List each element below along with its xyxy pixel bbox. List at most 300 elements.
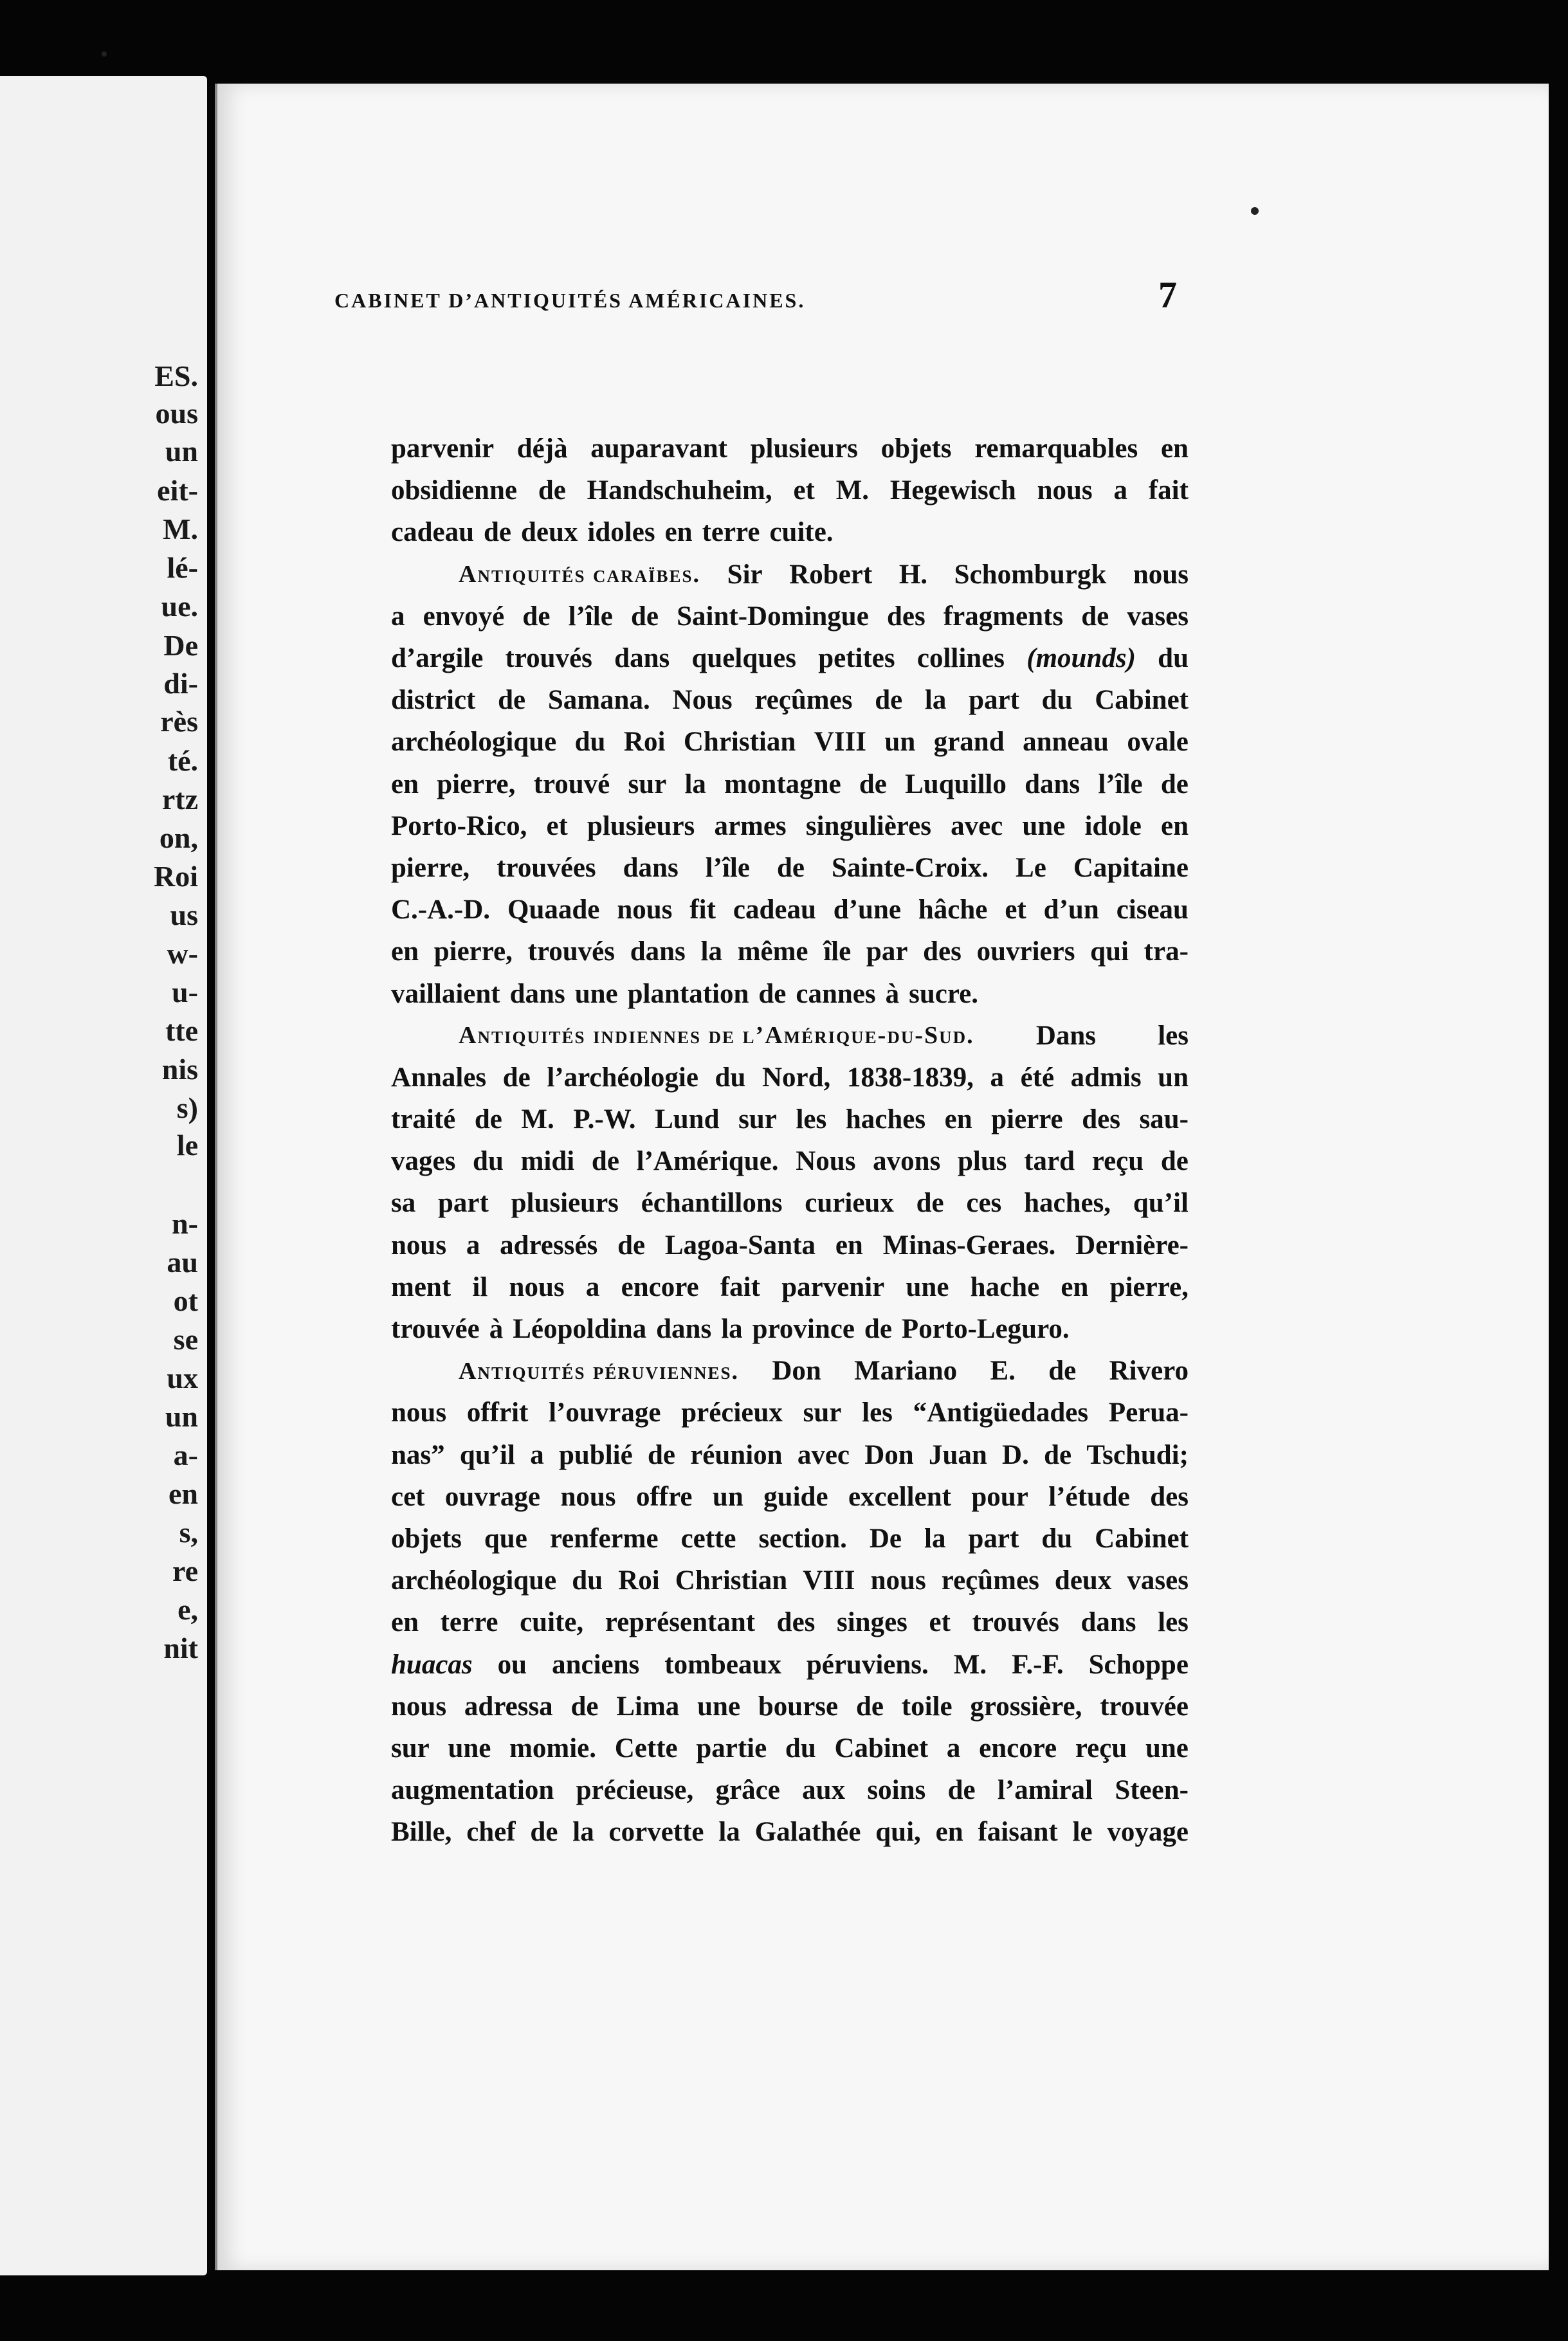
left-page-fragment: on,: [159, 821, 198, 854]
left-page-fragment: ot: [173, 1284, 198, 1317]
word: vases: [1127, 1565, 1189, 1596]
word: part: [438, 1188, 489, 1219]
word: une: [697, 1691, 741, 1722]
text-line: [391, 805, 1189, 847]
word: du: [1041, 1523, 1073, 1554]
word: soins: [867, 1775, 926, 1806]
word: haches,: [1024, 1188, 1111, 1219]
word: tombeaux: [664, 1649, 781, 1680]
word: avons: [873, 1146, 941, 1177]
text-line: [391, 972, 1189, 1014]
word: hache: [970, 1271, 1040, 1302]
word: dans: [630, 936, 686, 967]
left-page-fragment: nit: [163, 1632, 198, 1664]
word: du: [572, 1565, 603, 1596]
word: de: [630, 601, 659, 632]
text-line: [391, 596, 1189, 637]
left-page-fragment: un: [165, 435, 198, 468]
word: Rivero: [1109, 1356, 1189, 1387]
word: de: [855, 1691, 884, 1722]
word: nas”: [391, 1439, 445, 1470]
text-line: [391, 1643, 1189, 1685]
word: Minas-Geraes.: [882, 1230, 1056, 1261]
word: l’étude: [1048, 1481, 1130, 1512]
word: envoyé: [423, 601, 505, 632]
word: les: [796, 1104, 827, 1135]
page-number: 7: [1158, 274, 1177, 316]
text-line: [391, 637, 1189, 679]
facing-page-edge: [0, 76, 207, 2275]
word: trouvées: [497, 852, 596, 883]
left-page-fragment: rès: [160, 705, 198, 738]
word: reçu: [1091, 1146, 1144, 1177]
section-heading: Antiquités caraïbes.: [459, 561, 701, 588]
word: VIII: [814, 727, 866, 758]
word: nous: [1037, 475, 1093, 506]
word: plus: [958, 1146, 1007, 1177]
word: de: [484, 517, 511, 548]
word: et: [546, 810, 568, 841]
text-line: [391, 1350, 1189, 1392]
word: archéologique: [391, 1565, 557, 1596]
word: Dernière-: [1075, 1230, 1189, 1261]
word: Sir: [727, 559, 763, 590]
word: des: [776, 1607, 816, 1638]
text-line: [391, 1560, 1189, 1601]
word: Christian: [675, 1565, 788, 1596]
word: par: [866, 936, 908, 967]
word: grâce: [715, 1775, 780, 1806]
word: nous: [391, 1230, 447, 1261]
word: Schomburgk: [954, 559, 1107, 590]
word: de: [474, 1104, 502, 1135]
word: hâche: [918, 895, 988, 925]
word: objets: [391, 1523, 462, 1554]
word: momie.: [509, 1733, 597, 1763]
word: Luquillo: [905, 769, 1007, 799]
word: de: [859, 769, 887, 799]
word: l’île: [1098, 769, 1143, 799]
word: encore: [979, 1733, 1057, 1763]
word: de: [522, 601, 551, 632]
word: déjà: [516, 433, 568, 464]
word: toile: [901, 1691, 953, 1722]
word: trouvés: [505, 643, 592, 674]
word: montagne: [724, 769, 841, 799]
word: en: [391, 1607, 419, 1638]
word: De: [869, 1523, 902, 1554]
word: Perua-: [1108, 1398, 1189, 1428]
word: singes: [836, 1607, 907, 1638]
left-page-fragment: Roi: [154, 860, 198, 893]
word: parvenir: [391, 433, 495, 464]
word: adressés: [500, 1230, 598, 1261]
word: cet: [391, 1481, 425, 1512]
text-line: [391, 554, 1189, 596]
word: nous: [509, 1271, 565, 1302]
word: obsidienne: [391, 475, 517, 506]
word: à: [489, 1314, 504, 1345]
word: île: [823, 936, 852, 967]
word: des: [1082, 1104, 1120, 1135]
word: ouvrage: [444, 1481, 541, 1512]
word: la: [924, 1523, 946, 1554]
word: de: [1160, 1146, 1189, 1177]
word: l’île: [705, 852, 750, 883]
word: cuite,: [520, 1607, 584, 1638]
word: en: [391, 769, 419, 799]
left-page-fragment: ES.: [154, 360, 198, 392]
word: et: [929, 1607, 951, 1638]
word: collines: [916, 643, 1005, 674]
word: (mounds): [1026, 643, 1136, 674]
text-line: [391, 1098, 1189, 1140]
word: de: [947, 1775, 976, 1806]
word: d’un: [1043, 895, 1099, 925]
word: une: [448, 1733, 491, 1763]
text-line: [391, 428, 1189, 469]
word: Cette: [614, 1733, 678, 1763]
word: Lund: [655, 1104, 720, 1135]
word: sur: [391, 1733, 430, 1763]
word: reçu: [1075, 1733, 1127, 1763]
word: Cabinet: [1095, 685, 1189, 716]
word: l’archéologie: [547, 1062, 698, 1093]
text-line: [391, 1308, 1189, 1350]
left-page-fragment: lé-: [167, 551, 198, 584]
word: curieux: [805, 1188, 894, 1219]
word: deux: [1054, 1565, 1112, 1596]
word: auparavant: [590, 433, 727, 464]
word: été: [1020, 1062, 1055, 1093]
word: archéologique: [391, 727, 557, 758]
word: même: [737, 936, 808, 967]
text-line: [391, 1727, 1189, 1769]
word: anneau: [1023, 727, 1109, 758]
text-line: [391, 847, 1189, 889]
word: la: [572, 1817, 594, 1848]
word: guide: [763, 1481, 828, 1512]
text-line: [391, 1182, 1189, 1224]
word: pierre,: [1109, 1271, 1189, 1302]
word: Quaade: [507, 895, 600, 925]
left-page-fragment: a-: [173, 1439, 198, 1471]
word: trouvée: [1100, 1691, 1189, 1722]
word: Don: [772, 1356, 821, 1387]
word: Schoppe: [1088, 1649, 1189, 1680]
text-line: [391, 679, 1189, 721]
word: fit: [689, 895, 716, 925]
word: cuite.: [769, 517, 834, 548]
left-page-fragment: nis: [161, 1053, 198, 1086]
word: Roi: [623, 727, 666, 758]
word: en: [1061, 1271, 1089, 1302]
word: Lagoa-Santa: [664, 1230, 816, 1261]
word: les: [862, 1398, 893, 1428]
word: a: [990, 1062, 1004, 1093]
word: d’argile: [391, 643, 484, 674]
word: vages: [391, 1146, 456, 1177]
word: partie: [696, 1733, 767, 1763]
word: en: [664, 517, 693, 548]
word: offrit: [466, 1398, 529, 1428]
word: 1838-1839,: [846, 1062, 974, 1093]
word: ovale: [1127, 727, 1189, 758]
word: une: [1145, 1733, 1189, 1763]
word: fragments: [943, 601, 1064, 632]
word: en: [1160, 433, 1189, 464]
word: Léopoldina: [513, 1314, 647, 1345]
word: précieux: [681, 1398, 783, 1428]
word: augmentation: [391, 1775, 554, 1806]
word: remarquables: [974, 433, 1138, 464]
word: trouvés: [972, 1607, 1059, 1638]
word: plantation: [627, 978, 749, 1009]
word: pierre,: [391, 852, 470, 883]
word: plusieurs: [511, 1188, 619, 1219]
word: Nous: [672, 685, 733, 716]
word: grand: [933, 727, 1005, 758]
word: Nous: [796, 1146, 856, 1177]
text-line: [391, 1434, 1189, 1476]
word: qui: [1090, 936, 1129, 967]
word: tra-: [1144, 936, 1189, 967]
section-heading: Antiquités indiennes de l’Amérique-du-Sud.: [459, 1022, 974, 1050]
word: de: [758, 978, 787, 1009]
word: Don: [864, 1439, 914, 1470]
word: ou: [497, 1649, 527, 1680]
word: M.: [953, 1649, 987, 1680]
word: vaillaient: [391, 978, 500, 1009]
word: Porto-Leguro.: [901, 1314, 1070, 1345]
word: admis: [1070, 1062, 1142, 1093]
word: midi: [520, 1146, 575, 1177]
word: une: [906, 1271, 949, 1302]
word: pour: [971, 1481, 1028, 1512]
word: petites: [818, 643, 895, 674]
left-page-fragment: n-: [172, 1207, 198, 1240]
word: de: [1048, 1356, 1077, 1387]
word: fait: [1148, 475, 1189, 506]
left-page-fragment: s): [176, 1091, 198, 1124]
body-text: [391, 428, 1189, 1853]
word: dans: [656, 1314, 712, 1345]
word: qu’il: [1133, 1188, 1189, 1219]
word: reçûmes: [754, 685, 853, 716]
word: des: [1150, 1481, 1189, 1512]
left-page-fragment: tte: [165, 1014, 198, 1047]
word: du: [1158, 643, 1189, 674]
word: la: [718, 1817, 740, 1848]
word: avec: [951, 810, 1003, 841]
word: de: [1044, 1439, 1072, 1470]
word: en: [835, 1230, 863, 1261]
text-line: [391, 1476, 1189, 1518]
word: section.: [758, 1523, 847, 1554]
section-heading: Antiquités péruviennes.: [459, 1357, 740, 1385]
word: corvette: [608, 1817, 704, 1848]
word: a: [585, 1271, 600, 1302]
word: a: [1113, 475, 1128, 506]
text-line: [391, 511, 1189, 553]
word: Juan: [928, 1439, 987, 1470]
left-page-fragment: u-: [172, 976, 198, 1008]
text-line: [391, 763, 1189, 805]
left-page-fragment: se: [173, 1323, 198, 1356]
word: nous: [617, 895, 673, 925]
word: part: [969, 685, 1019, 716]
running-title: CABINET D’ANTIQUITÉS AMÉRICAINES.: [334, 289, 806, 312]
word: grossière,: [970, 1691, 1082, 1722]
word: encore: [621, 1271, 699, 1302]
word: deux: [521, 517, 578, 548]
word: du: [715, 1062, 746, 1093]
word: sucre.: [909, 978, 979, 1009]
word: Roi: [618, 1565, 660, 1596]
text-line: [391, 1015, 1189, 1057]
word: en: [391, 936, 419, 967]
word: sa: [391, 1188, 416, 1219]
left-page-fragment: De: [163, 629, 198, 662]
left-page-fragment: le: [176, 1129, 198, 1161]
word: la: [700, 936, 722, 967]
word: part: [968, 1523, 1019, 1554]
word: avec: [797, 1439, 850, 1470]
word: du: [473, 1146, 504, 1177]
word: dans: [614, 643, 670, 674]
word: trouvés: [527, 936, 615, 967]
word: l’amiral: [997, 1775, 1093, 1806]
word: de: [530, 1817, 558, 1848]
word: le: [1072, 1817, 1093, 1848]
word: de: [875, 685, 903, 716]
left-page-fragment: un: [165, 1400, 198, 1433]
text-line: [391, 1601, 1189, 1643]
left-page-fragment: en: [169, 1477, 198, 1510]
text-line: [391, 1518, 1189, 1560]
word: de: [916, 1188, 944, 1219]
word: du: [574, 727, 606, 758]
word: l’île: [568, 601, 613, 632]
left-page-fragment: di-: [163, 667, 198, 700]
word: plusieurs: [587, 810, 695, 841]
left-page-fragment: us: [170, 898, 198, 931]
word: traité: [391, 1104, 456, 1135]
word: les: [1158, 1020, 1189, 1051]
word: de: [538, 475, 566, 506]
text-line: [391, 1140, 1189, 1182]
word: qu’il: [459, 1439, 515, 1470]
word: de: [1160, 769, 1189, 799]
word: trouvé: [533, 769, 610, 799]
word: trouvée: [391, 1314, 480, 1345]
word: pierre,: [433, 936, 513, 967]
text-line: [391, 1686, 1189, 1727]
word: nous: [1133, 559, 1189, 590]
word: sur: [738, 1104, 777, 1135]
word: faisant: [978, 1817, 1058, 1848]
word: cadeau: [733, 895, 816, 925]
word: D.: [1002, 1439, 1029, 1470]
word: la: [721, 1314, 743, 1345]
word: de: [498, 685, 526, 716]
word: représentant: [605, 1607, 756, 1638]
word: fait: [720, 1271, 760, 1302]
word: un: [884, 727, 916, 758]
word: de: [570, 1691, 599, 1722]
word: qui,: [875, 1817, 921, 1848]
word: Capitaine: [1073, 852, 1189, 883]
word: Porto-Rico,: [391, 810, 527, 841]
word: des: [923, 936, 962, 967]
word: en: [935, 1817, 963, 1848]
word: province: [752, 1314, 855, 1345]
word: nous: [560, 1481, 616, 1512]
word: pierre: [991, 1104, 1063, 1135]
word: plusieurs: [750, 433, 858, 464]
text-line: [391, 889, 1189, 931]
word: à: [885, 978, 900, 1009]
word: Cabinet: [1095, 1523, 1189, 1554]
word: M.: [521, 1104, 554, 1135]
word: en: [1161, 810, 1189, 841]
word: de: [591, 1146, 619, 1177]
word: sur: [628, 769, 667, 799]
word: pierre,: [437, 769, 516, 799]
word: Nord,: [761, 1062, 831, 1093]
text-line: [391, 931, 1189, 972]
word: Cabinet: [834, 1733, 929, 1763]
word: nous: [870, 1565, 926, 1596]
word: Galathée: [754, 1817, 861, 1848]
word: la: [924, 685, 947, 716]
word: chef: [466, 1817, 516, 1848]
word: dans: [1080, 1607, 1136, 1638]
word: ouvriers: [976, 936, 1075, 967]
word: quelques: [691, 643, 796, 674]
word: Annales: [391, 1062, 487, 1093]
left-page-fragment: eit-: [157, 474, 198, 507]
text-line: [391, 721, 1189, 763]
word: et: [1005, 895, 1026, 925]
word: a: [391, 601, 405, 632]
word: ment: [391, 1271, 451, 1302]
word: Lima: [616, 1691, 680, 1722]
word: réunion: [690, 1439, 783, 1470]
text-line: [391, 1225, 1189, 1266]
left-page-fragment: rtz: [161, 783, 198, 815]
word: une: [1022, 810, 1066, 841]
word: du: [785, 1733, 816, 1763]
word: renferme: [549, 1523, 659, 1554]
word: dans: [509, 978, 565, 1009]
word: cette: [680, 1523, 736, 1554]
word: a: [530, 1439, 544, 1470]
word: bourse: [758, 1691, 839, 1722]
text-line: [391, 469, 1189, 511]
word: reçûmes: [941, 1565, 1039, 1596]
word: Hegewisch: [889, 475, 1016, 506]
word: publié: [558, 1439, 633, 1470]
word: Le: [1016, 852, 1046, 883]
word: il: [472, 1271, 488, 1302]
word: en: [944, 1104, 972, 1135]
word: Dans: [1035, 1020, 1097, 1051]
word: vases: [1127, 601, 1189, 632]
word: la: [684, 769, 706, 799]
word: de: [647, 1439, 675, 1470]
text-line: [391, 1266, 1189, 1308]
